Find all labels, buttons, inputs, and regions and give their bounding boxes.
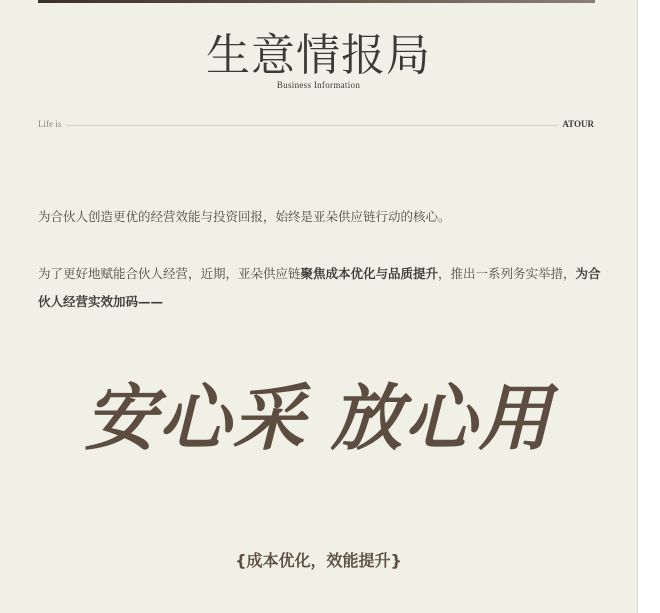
divider-left-text: Life is: [38, 119, 62, 129]
paragraph-2: [38, 260, 604, 316]
calligraphy-slogan: [0, 368, 637, 468]
calligraphy-right: 放心用: [330, 375, 553, 460]
tagline: {成本优化，效能提升}: [235, 551, 402, 570]
page-subtitle: Business Information: [276, 80, 361, 90]
divider-row: [38, 119, 594, 133]
divider-right-text: ATOUR: [562, 119, 594, 129]
top-image-edge: [38, 0, 595, 3]
divider-line: [66, 125, 558, 126]
paragraph-2-highlight-2: 为合伙人经营实效加码——: [38, 266, 601, 309]
paragraph-1: 为合伙人创造更优的经营效能与投资回报，始终是亚朵供应链行动的核心。: [38, 209, 451, 224]
page-edge: [637, 0, 638, 613]
page-title: 生意情报局: [206, 30, 431, 81]
paragraph-2-text-a: 为了更好地赋能合伙人经营，近期，亚朵供应链: [38, 266, 301, 281]
paragraph-2-text-b: ，推出一系列务实举措，: [438, 266, 576, 281]
paragraph-2-highlight-1: 聚焦成本优化与品质提升: [300, 266, 439, 281]
calligraphy-left: 安心采: [84, 375, 307, 460]
